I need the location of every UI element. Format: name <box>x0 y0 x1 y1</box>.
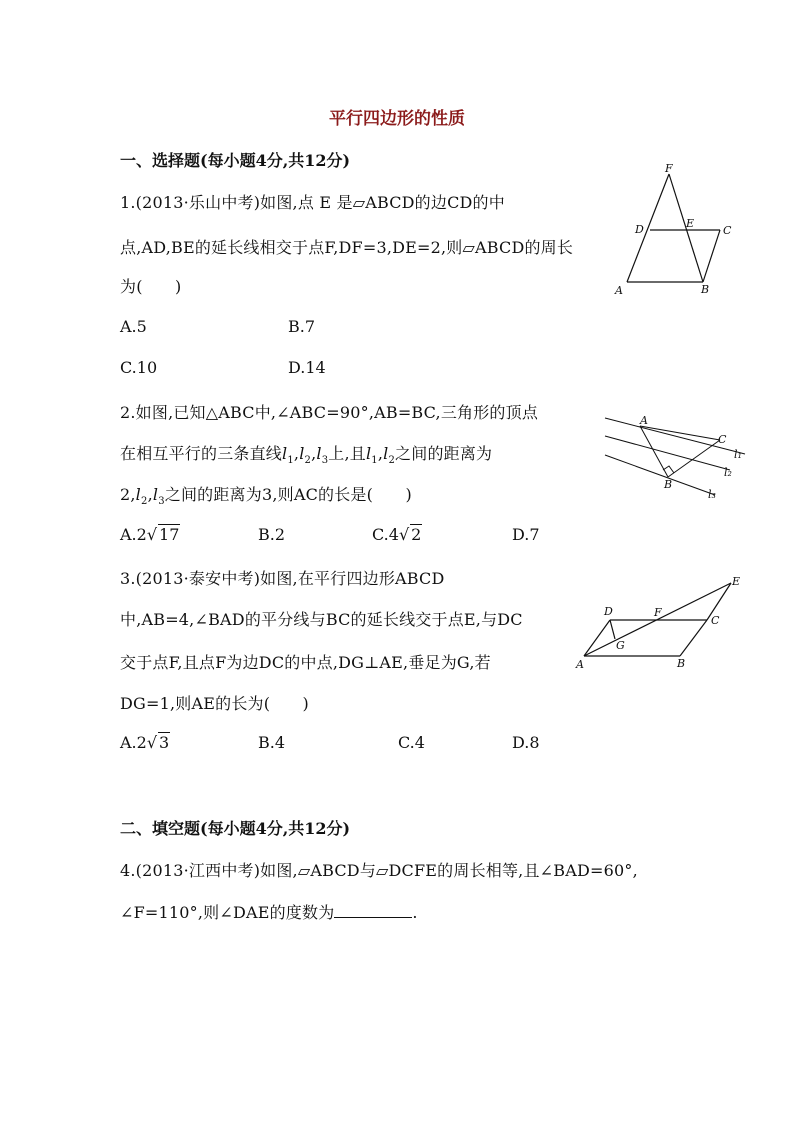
q3-line-2: 中,AB=4,∠BAD的平分线与BC的延长线交于点E,与DC <box>120 610 523 629</box>
q2-option-c: C.4√ 2 <box>372 525 422 544</box>
q3-option-b: B.4 <box>258 733 286 752</box>
q2-fig-label-b: B <box>664 478 673 491</box>
q4-line-2: ∠F=110°,则∠DAE的度数为 . <box>120 903 418 922</box>
q1-fig-label-d: D <box>635 223 644 236</box>
q2-fig-label-a: A <box>640 414 648 427</box>
q3-fig-label-c: C <box>711 614 720 627</box>
q3-option-d: D.8 <box>512 733 540 752</box>
section-heading-choice: 一、选择题(每小题4分,共12分) <box>120 151 351 170</box>
section-heading-fill: 二、填空题(每小题4分,共12分) <box>120 819 351 838</box>
q1-option-b: B.7 <box>288 317 316 336</box>
q2-line-3: $2,l_2,l_3$之间的距离为3,则AC的长是( ) <box>120 485 412 508</box>
q2-line-2: 在相互平行的三条直线$l_1,l_2,l_3$上,且$l_1,l_2$之间的距离为 <box>120 444 493 467</box>
q1-fig-label-e: E <box>686 217 695 230</box>
q1-line-2: 点,AD,BE的延长线相交于点F,DF=3,DE=2,则▱ABCD的周长 <box>120 238 574 257</box>
q1-line-3: 为( ) <box>120 277 182 296</box>
q1-fig-label-c: C <box>723 224 732 237</box>
q2-fig-label-l1: l₁ <box>734 448 742 461</box>
q2-fig-label-l3: l₃ <box>708 488 716 501</box>
q3-line-1: 3.(2013·泰安中考)如图,在平行四边形ABCD <box>120 569 445 588</box>
q1-fig-label-f: F <box>665 162 673 175</box>
q2-fig-label-l2: l₂ <box>724 466 732 479</box>
q3-fig-label-d: D <box>604 605 613 618</box>
q4-answer-blank[interactable] <box>334 903 412 918</box>
q2-option-b: B.2 <box>258 525 286 544</box>
q3-fig-label-e: E <box>732 575 741 588</box>
q1-figure <box>605 160 755 300</box>
q1-fig-label-b: B <box>701 283 710 296</box>
q2-fig-label-c: C <box>718 433 727 446</box>
q3-fig-label-f: F <box>654 606 662 619</box>
q4-line-1: 4.(2013·江西中考)如图,▱ABCD与▱DCFE的周长相等,且∠BAD=60°, <box>120 861 638 880</box>
q2-option-d: D.7 <box>512 525 540 544</box>
q3-option-a: A.2√ 3 <box>120 733 170 752</box>
q3-option-c: C.4 <box>398 733 425 752</box>
q3-figure <box>570 570 750 675</box>
q3-line-4: DG=1,则AE的长为( ) <box>120 694 310 713</box>
page-title: 平行四边形的性质 <box>329 109 465 129</box>
q3-fig-label-b: B <box>677 657 686 670</box>
q1-line-1: 1.(2013·乐山中考)如图,点 E 是▱ABCD的边CD的中 <box>120 193 505 212</box>
q2-line-1: 2.如图,已知△ABC中,∠ABC=90°,AB=BC,三角形的顶点 <box>120 403 539 422</box>
q3-fig-label-a: A <box>576 658 584 671</box>
q2-figure <box>600 400 780 510</box>
q1-option-c: C.10 <box>120 358 158 377</box>
q3-fig-label-g: G <box>616 639 625 652</box>
q3-line-3: 交于点F,且点F为边DC的中点,DG⊥AE,垂足为G,若 <box>120 653 491 672</box>
q2-option-a: A.2√ 17 <box>120 525 180 544</box>
q1-option-a: A.5 <box>120 317 147 336</box>
q1-option-d: D.14 <box>288 358 326 377</box>
q1-fig-label-a: A <box>615 284 623 297</box>
